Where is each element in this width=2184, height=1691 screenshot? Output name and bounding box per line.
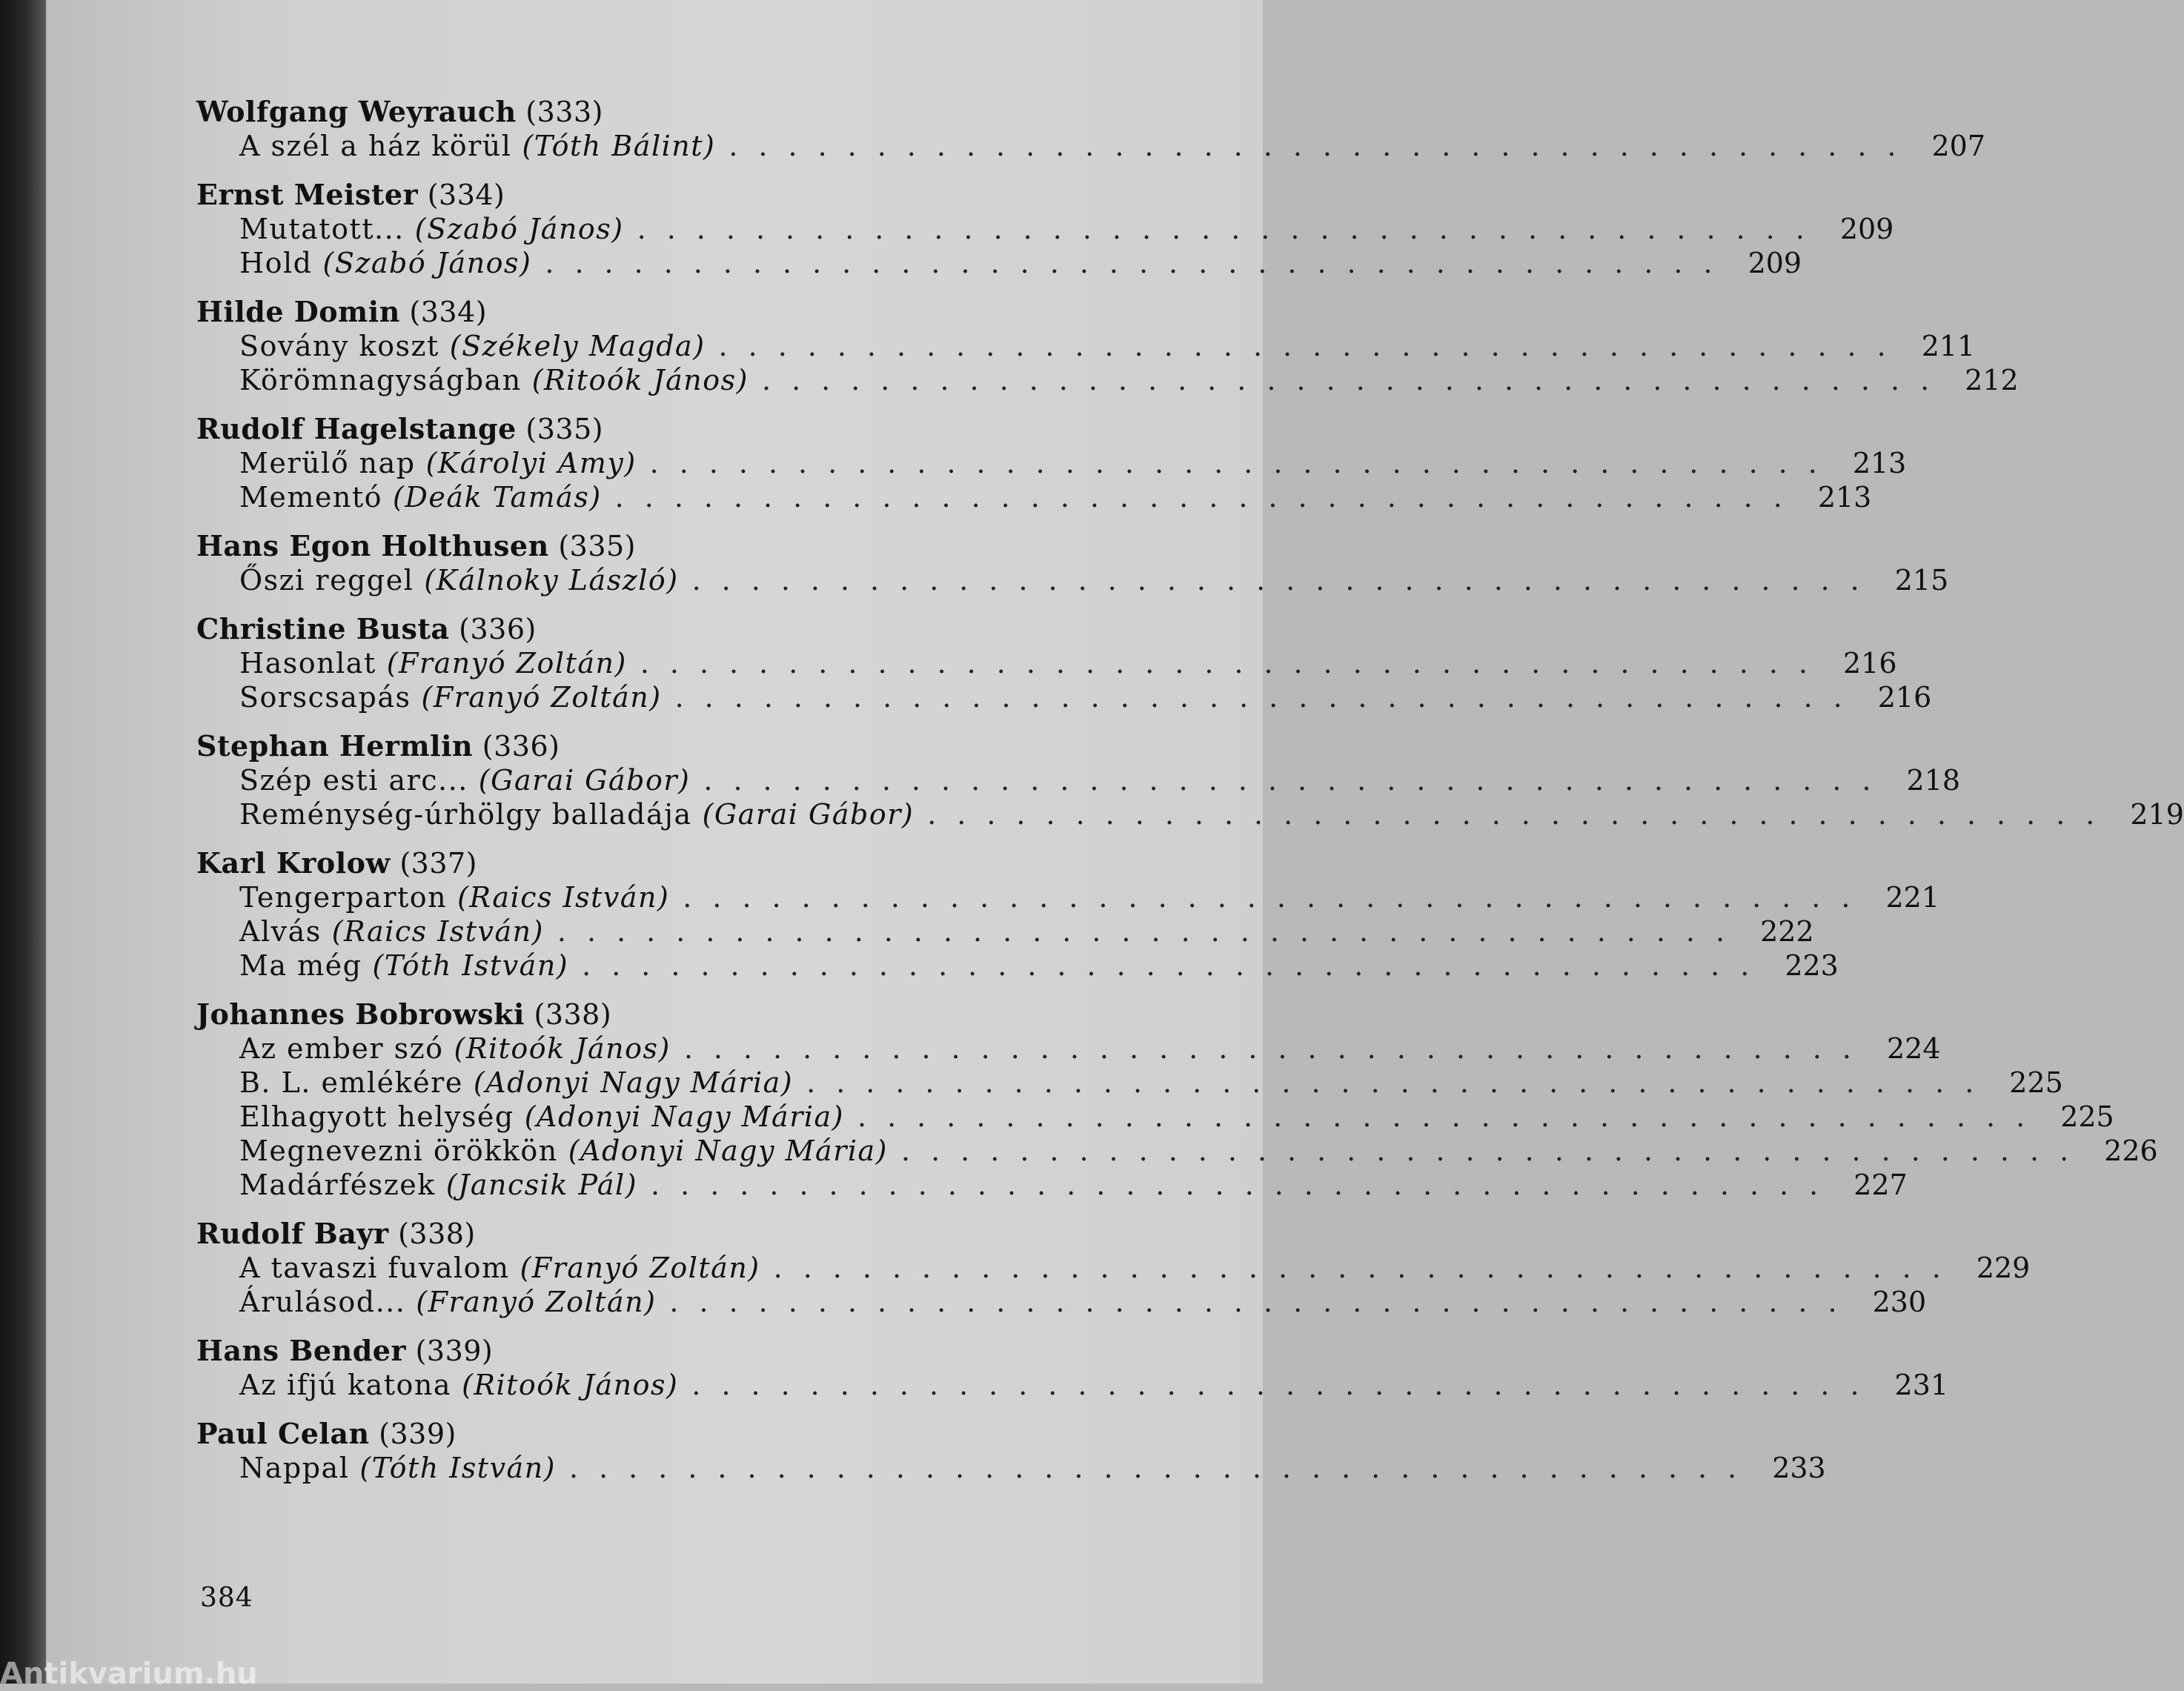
translator-name: (Ritoók János)	[531, 364, 749, 396]
author-page-ref: (338)	[398, 1217, 476, 1250]
toc-entry	[196, 178, 1894, 280]
poem-title: Mutatott...	[239, 213, 405, 245]
poem-title: Szép esti arc...	[239, 764, 468, 797]
author-name: Wolfgang Weyrauch	[196, 95, 517, 128]
poem-page-number: 230	[1872, 1286, 1927, 1318]
toc-entry	[196, 295, 2019, 397]
author-heading	[196, 846, 1212, 880]
watermark-text: Antikvarium.hu	[0, 1657, 258, 1691]
page-number: 384	[200, 1583, 253, 1613]
translator-name: (Szabó János)	[322, 247, 532, 279]
author-heading	[196, 529, 1212, 563]
author-page-ref: (338)	[534, 998, 612, 1031]
dot-leader: ........................................	[691, 564, 1880, 597]
poem-title: Alvás	[239, 915, 322, 948]
translator-name: (Tóth István)	[372, 949, 569, 982]
poem-page-number: 227	[1853, 1169, 1908, 1201]
poem-line	[239, 363, 2019, 397]
author-name: Rudolf Hagelstange	[196, 412, 517, 445]
poem-line	[239, 949, 1839, 983]
author-name: Hans Bender	[196, 1334, 406, 1367]
author-heading	[196, 729, 1212, 763]
poem-line	[239, 1134, 2158, 1168]
poem-page-number: 218	[1906, 764, 1961, 797]
poem-line	[239, 1066, 2063, 1100]
poem-title: Nappal	[239, 1452, 350, 1484]
author-name: Christine Busta	[196, 612, 450, 645]
translator-name: (Tóth Bálint)	[522, 130, 716, 162]
poem-page-number: 231	[1894, 1369, 1949, 1401]
poem-page-number: 225	[2060, 1100, 2114, 1133]
author-page-ref: (335)	[525, 413, 604, 445]
translator-name: (Garai Gábor)	[702, 798, 915, 831]
poem-page-number: 209	[1839, 213, 1894, 245]
poem-title: Őszi reggel	[239, 564, 414, 597]
translator-name: (Adonyi Nagy Mária)	[568, 1134, 888, 1167]
dot-leader: ........................................	[718, 330, 1907, 362]
toc-entry	[196, 412, 1907, 514]
translator-name: (Franyó Zoltán)	[421, 681, 662, 714]
poem-line	[239, 129, 1986, 163]
author-heading	[196, 997, 1212, 1031]
poem-title: Merülő nap	[239, 447, 416, 479]
poem-line	[239, 1368, 1949, 1402]
author-heading	[196, 178, 1212, 212]
translator-name: (Ritoók János)	[462, 1369, 679, 1401]
toc-entry	[196, 529, 1949, 597]
author-name: Stephan Hermlin	[196, 729, 474, 763]
poem-line	[239, 1031, 1941, 1066]
author-heading	[196, 1217, 1212, 1251]
dot-leader: ........................................	[857, 1100, 2046, 1133]
poem-line	[239, 1285, 1927, 1319]
author-heading	[196, 95, 1212, 129]
author-heading	[196, 295, 1212, 329]
poem-line	[239, 1451, 1826, 1485]
poem-page-number: 233	[1772, 1452, 1826, 1484]
dot-leader: ........................................	[649, 447, 1838, 479]
toc-entry	[196, 997, 2158, 1202]
author-heading	[196, 612, 1212, 646]
poem-line	[239, 212, 1894, 246]
poem-title: Tengerparton	[239, 881, 448, 914]
toc-entry	[196, 1417, 1826, 1485]
poem-page-number: 229	[1976, 1252, 2031, 1284]
poem-page-number: 212	[1965, 364, 2019, 396]
poem-title: Körömnagyságban	[239, 364, 522, 396]
author-page-ref: (334)	[427, 179, 505, 211]
translator-name: (Károlyi Amy)	[425, 447, 637, 479]
poem-title: Reménység-úrhölgy balladája	[239, 798, 692, 831]
dot-leader: ........................................	[703, 764, 1892, 797]
translator-name: (Tóth István)	[359, 1452, 557, 1484]
poem-page-number: 213	[1817, 481, 1872, 514]
poem-title: Mementó	[239, 481, 383, 514]
poem-line	[239, 1100, 2114, 1134]
dot-leader: ........................................	[901, 1134, 2090, 1167]
translator-name: (Garai Gábor)	[478, 764, 691, 797]
translator-name: (Kálnoky László)	[424, 564, 679, 597]
poem-title: Sorscsapás	[239, 681, 411, 714]
poem-line	[239, 563, 1949, 597]
poem-line	[239, 329, 1976, 363]
author-name: Hilde Domin	[196, 295, 400, 328]
poem-line	[239, 680, 1932, 714]
dot-leader: ........................................	[728, 130, 1917, 162]
toc-entry	[196, 729, 2184, 831]
author-page-ref: (335)	[558, 530, 636, 562]
poem-page-number: 216	[1842, 647, 1897, 680]
poem-line	[239, 1168, 1908, 1202]
poem-page-number: 223	[1785, 949, 1839, 982]
poem-page-number: 219	[2130, 798, 2184, 831]
poem-title: Ma még	[239, 949, 362, 982]
dot-leader: ........................................	[683, 881, 1871, 914]
poem-page-number: 211	[1921, 330, 1976, 362]
author-name: Karl Krolow	[196, 846, 391, 880]
poem-page-number: 209	[1747, 247, 1802, 279]
author-page-ref: (339)	[379, 1418, 457, 1450]
translator-name: (Adonyi Nagy Mária)	[473, 1066, 794, 1099]
poem-title: Hold	[239, 247, 313, 279]
author-name: Johannes Bobrowski	[196, 997, 525, 1031]
poem-title: Az ember szó	[239, 1032, 444, 1065]
translator-name: (Raics István)	[331, 915, 544, 948]
toc-entry	[196, 1217, 2031, 1319]
poem-page-number: 213	[1852, 447, 1907, 479]
toc-entry	[196, 95, 1986, 163]
dot-leader: ........................................	[637, 213, 1825, 245]
poem-line	[239, 763, 1961, 797]
dot-leader: ........................................	[569, 1452, 1758, 1484]
poem-title: Az ifjú katona	[239, 1369, 452, 1401]
author-page-ref: (336)	[482, 730, 560, 763]
author-page-ref: (333)	[525, 96, 603, 128]
translator-name: (Franyó Zoltán)	[416, 1286, 657, 1318]
author-page-ref: (337)	[399, 847, 478, 880]
poem-title: Sovány koszt	[239, 330, 439, 362]
poem-page-number: 215	[1894, 564, 1949, 597]
poem-page-number: 221	[1885, 881, 1939, 914]
translator-name: (Szabó János)	[414, 213, 624, 245]
poem-line	[239, 1251, 2031, 1285]
translator-name: (Deák Tamás)	[393, 481, 602, 514]
poem-line	[239, 246, 1802, 280]
author-page-ref: (336)	[459, 613, 537, 645]
translator-name: (Franyó Zoltán)	[520, 1252, 760, 1284]
author-name: Hans Egon Holthusen	[196, 529, 549, 562]
author-name: Paul Celan	[196, 1417, 370, 1450]
author-heading	[196, 1334, 1212, 1368]
translator-name: (Székely Magda)	[449, 330, 706, 362]
author-page-ref: (339)	[415, 1335, 494, 1367]
translator-name: (Raics István)	[457, 881, 670, 914]
dot-leader: ........................................	[927, 798, 2116, 831]
author-heading	[196, 412, 1212, 446]
dot-leader: ........................................	[761, 364, 1951, 396]
poem-title: A szél a ház körül	[239, 130, 512, 162]
poem-line	[239, 914, 1814, 949]
dot-leader: ........................................	[545, 247, 1733, 279]
poem-title: Elhagyott helység	[239, 1100, 514, 1133]
author-heading	[196, 1417, 1212, 1451]
poem-page-number: 207	[1931, 130, 1986, 162]
toc-entry	[196, 612, 1932, 714]
poem-title: Madárfészek	[239, 1169, 436, 1201]
poem-page-number: 222	[1760, 915, 1814, 948]
dot-leader: ........................................	[651, 1169, 1839, 1201]
dot-leader: ........................................	[683, 1032, 1872, 1065]
author-name: Rudolf Bayr	[196, 1217, 389, 1250]
poem-page-number: 224	[1887, 1032, 1941, 1065]
poem-page-number: 226	[2104, 1134, 2158, 1167]
dot-leader: ........................................	[557, 915, 1746, 948]
poem-title: Hasonlat	[239, 647, 376, 680]
dot-leader: ........................................	[614, 481, 1803, 514]
dot-leader: ........................................	[806, 1066, 1995, 1099]
dot-leader: ........................................	[669, 1286, 1858, 1318]
table-of-contents	[196, 95, 2184, 1500]
poem-line	[239, 446, 1907, 480]
book-spine-shadow	[0, 0, 46, 1684]
poem-title: Megnevezni örökkön	[239, 1134, 558, 1167]
poem-title: A tavaszi fuvalom	[239, 1252, 510, 1284]
author-page-ref: (334)	[409, 296, 488, 328]
dot-leader: ........................................	[640, 647, 1828, 680]
poem-title: Árulásod...	[239, 1286, 406, 1318]
poem-line	[239, 480, 1872, 514]
toc-entry	[196, 846, 1939, 983]
poem-line	[239, 797, 2184, 831]
translator-name: (Franyó Zoltán)	[386, 647, 627, 680]
author-name: Ernst Meister	[196, 178, 419, 211]
dot-leader: ........................................	[582, 949, 1770, 982]
translator-name: (Ritoók János)	[454, 1032, 671, 1065]
dot-leader: ........................................	[773, 1252, 1962, 1284]
translator-name: (Jancsik Pál)	[445, 1169, 638, 1201]
poem-title: B. L. emlékére	[239, 1066, 463, 1099]
toc-entry	[196, 1334, 1949, 1402]
dot-leader: ........................................	[674, 681, 1863, 714]
poem-line	[239, 646, 1897, 680]
dot-leader: ........................................	[691, 1369, 1880, 1401]
poem-line	[239, 880, 1939, 914]
poem-page-number: 225	[2009, 1066, 2063, 1099]
translator-name: (Adonyi Nagy Mária)	[524, 1100, 845, 1133]
poem-page-number: 216	[1877, 681, 1932, 714]
